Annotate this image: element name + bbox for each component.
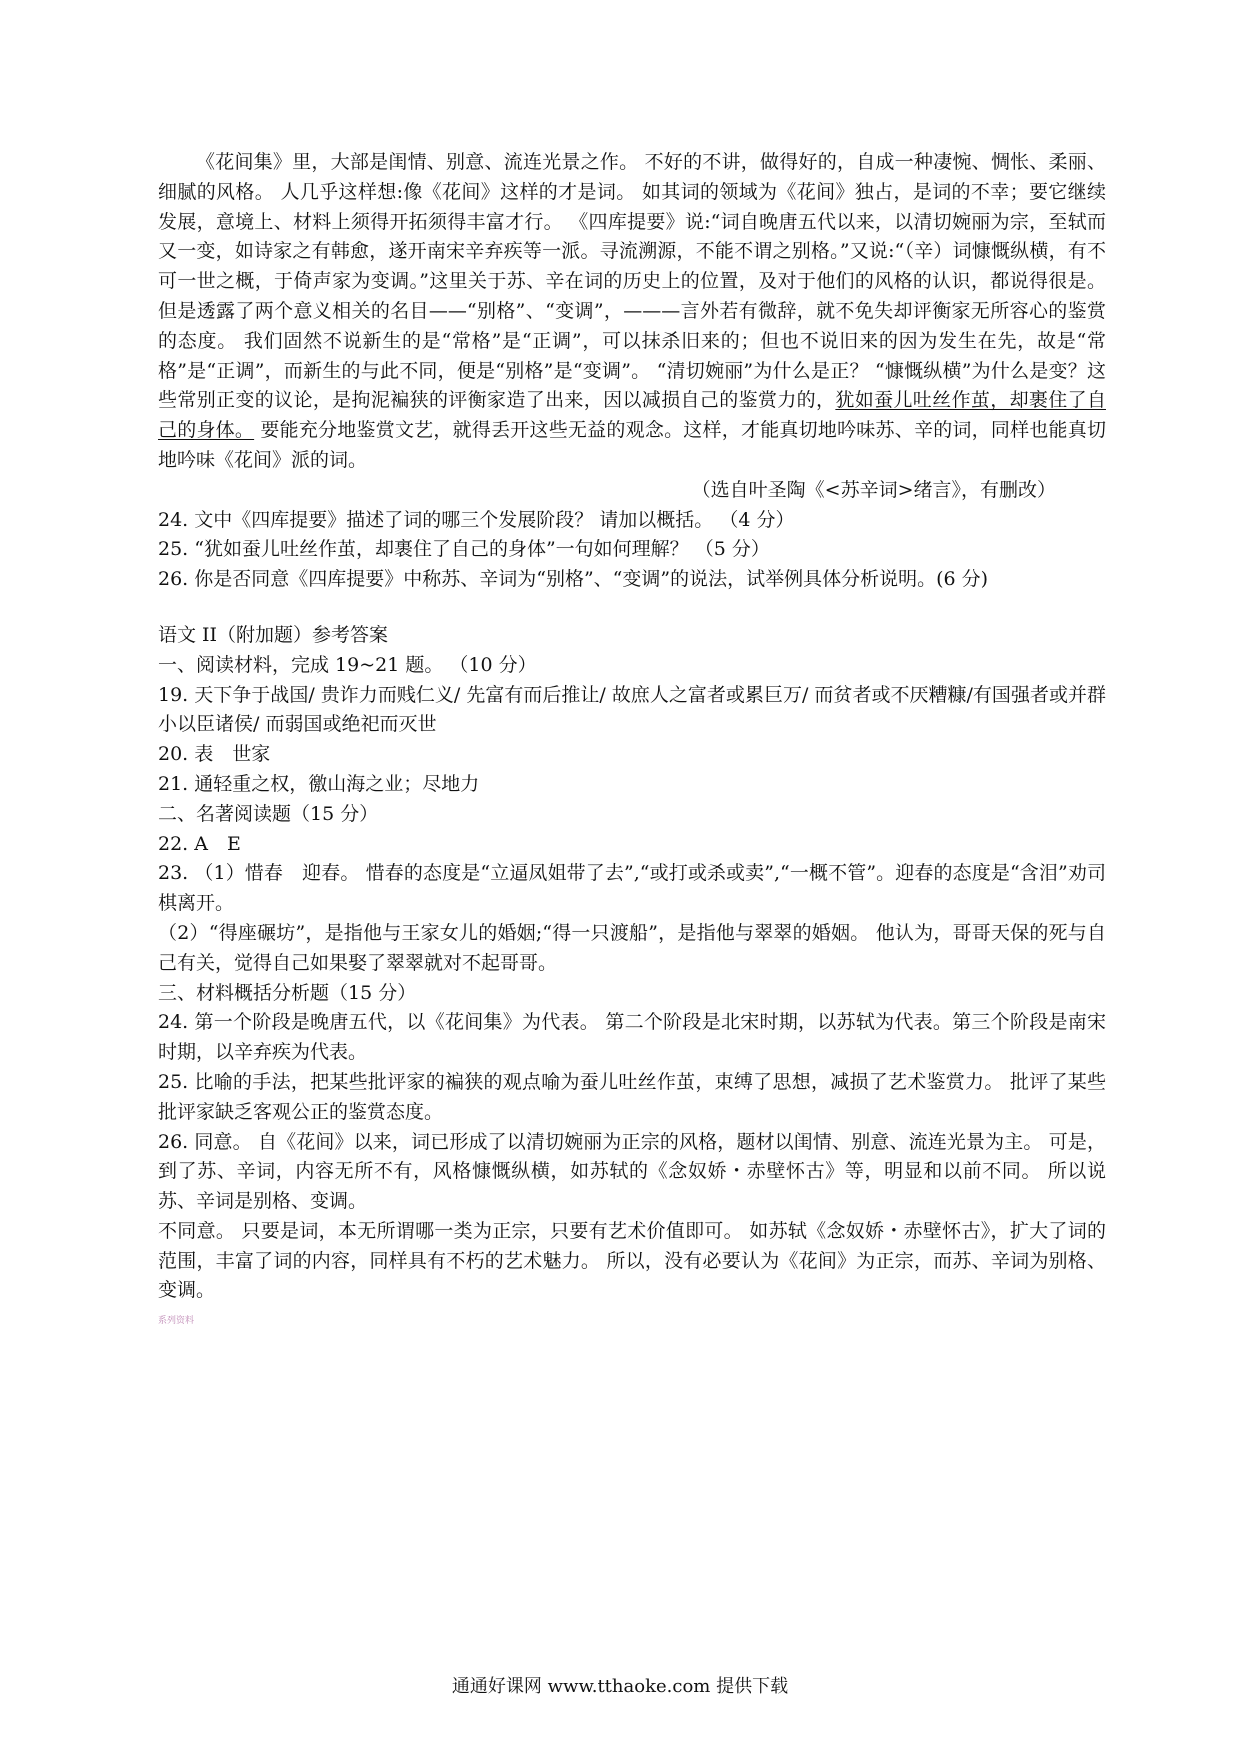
answer-section-2-heading: 二、名著阅读题（15 分） [158, 802, 379, 825]
answer-20: 20. 表 世家 [158, 743, 271, 766]
underlined-sentence: 犹如蚕儿吐丝作茧，却裹住了自己的身体。 [158, 389, 1106, 442]
answer-21: 21. 通轻重之权，徼山海之业；尽地力 [158, 772, 480, 795]
passage-text: 《花间集》里，大部是闺情、别意、流连光景之作。 不好的不讲，做得好的，自成一种凄惋、惆怅、柔丽、细腻的风格。 人几乎这样想:像《花间》这样的才是词。 如其词的领域为《花间》独占，是词的不幸；要它继续发展，意境上、材料上须得开拓须得丰富才行。 《四库提要》说:“词自晚唐五代以来，以清切婉丽为宗，至轼而又一变，如诗家之有韩愈，遂开南宋辛弃疾等一派。寻流溯源，不能不谓之别格。”又说:“（辛）词慷慨纵横，有不可一世之概，于倚声家为变调。”这里关于苏、辛在词的历史上的位置，及对于他们的风格的认识，都说得很是。 但是透露了两个意义相关的名目——“别格”、“变调”，———言外若有微辞，就不免失却评衡家无所容心的鉴赏的态度。 我们固然不说新生的是“常格”是“正调”，可以抹杀旧来的；但也不说旧来的因为发生在先，故是“常格”是“正调”，而新生的与此不同，便是“别格”是“变调”。 “清切婉丽”为什么是正？ “慷慨纵横”为什么是变？这些常别正变的议论，是拘泥褊狭的评衡家造了出来，因以减损自己的鉴赏力的， [158, 151, 1106, 412]
answer-23-2: （2）“得座碾坊”，是指他与王家女儿的婚姻;“得一只渡船”，是指他与翠翠的婚姻。 他认为，哥哥天保的死与自己有关，觉得自己如果娶了翠翠就对不起哥哥。 [158, 921, 1106, 974]
question-26: 26. 你是否同意《四库提要》中称苏、辛词为“别格”、“变调”的说法，试举例具体分析说明。(6 分) [158, 568, 989, 591]
answer-section-3-heading: 三、材料概括分析题（15 分） [158, 981, 417, 1004]
document-body [158, 148, 1106, 1306]
answer-25: 25. 比喻的手法，把某些批评家的褊狭的观点喻为蚕儿吐丝作茧，束缚了思想，减损了艺术鉴赏力。 批评了某些批评家缺乏客观公正的鉴赏态度。 [158, 1070, 1106, 1123]
page-footer: 通通好课网 www.tthaoke.com 提供下载 [451, 1676, 789, 1697]
answer-section-1-heading: 一、阅读材料，完成 19~21 题。 （10 分） [158, 653, 537, 676]
passage-paragraph [158, 148, 1106, 476]
answer-22: 22. A E [158, 832, 241, 855]
section-gap [158, 595, 1106, 621]
answer-26-agree: 26. 同意。 自《花间》以来，词已形成了以清切婉丽为正宗的风格，题材以闺情、别意、流连光景为主。 可是，到了苏、辛词，内容无所不有，风格慷慨纵横，如苏轼的《念奴娇・赤壁怀古》等，明显和以前不同。 所以说苏、辛词是别格、变调。 [158, 1130, 1106, 1213]
passage-source: （选自叶圣陶《<苏辛词>绪言》，有删改） [691, 478, 1056, 501]
answer-24: 24. 第一个阶段是晚唐五代，以《花间集》为代表。 第二个阶段是北宋时期，以苏轼为代表。第三个阶段是南宋时期，以辛弃疾为代表。 [158, 1011, 1106, 1064]
small-watermark-note: 系列资料 [158, 1316, 195, 1326]
passage-text-end: 要能充分地鉴赏文艺，就得丢开这些无益的观念。这样，才能真切地吟味苏、辛的词，同样也能真切地吟味《花间》派的词。 [158, 419, 1106, 471]
answers-title: 语文 II（附加题）参考答案 [158, 623, 389, 646]
answer-23-1: 23. （1）惜春 迎春。 惜春的态度是“立逼凤姐带了去”,“或打或杀或卖”,“一概不管”。迎春的态度是“含泪”劝司棋离开。 [158, 862, 1106, 915]
answer-26-disagree: 不同意。 只要是词，本无所谓哪一类为正宗，只要有艺术价值即可。 如苏轼《念奴娇・赤壁怀古》，扩大了词的范围，丰富了词的内容，同样具有不朽的艺术魅力。 所以，没有必要认为《花间》为正宗，而苏、辛词为别格、变调。 [158, 1219, 1106, 1302]
question-24: 24. 文中《四库提要》描述了词的哪三个发展阶段？ 请加以概括。 （4 分） [158, 508, 795, 531]
question-25: 25. “犹如蚕儿吐丝作茧，却裹住了自己的身体”一句如何理解？ （5 分） [158, 538, 770, 561]
answer-19: 19. 天下争于战国/ 贵诈力而贱仁义/ 先富有而后推让/ 故庶人之富者或累巨万/ 而贫者或不厌糟糠/有国强者或并群小以臣诸侯/ 而弱国或绝祀而灭世 [158, 683, 1106, 736]
